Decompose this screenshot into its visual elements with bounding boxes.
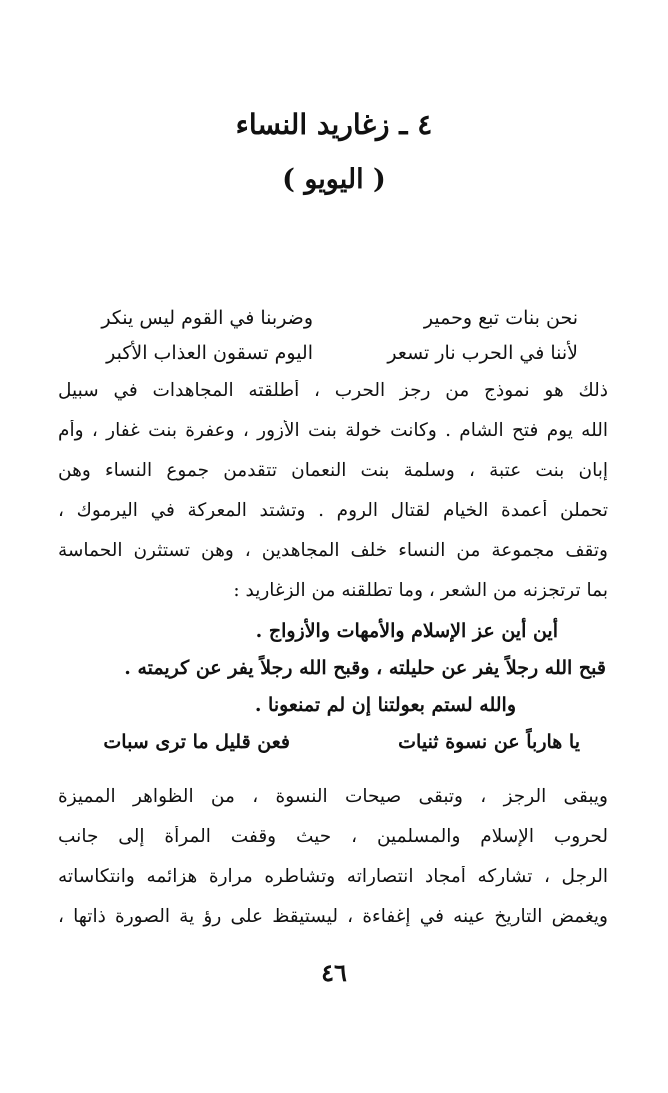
- paragraph-1-line-1: ذلك هو نموذج من رجز الحرب ، أطلقته المجاهدات في سبيل: [58, 380, 608, 401]
- paragraph-2-line-2: لحروب الإسلام والمسلمين ، حيث وقفت المرأة إلى جانب: [58, 826, 608, 847]
- saying-1: أين أين عز الإسلام والأمهات والأزواج .: [255, 620, 558, 642]
- paragraph-2-line-4: ويغمض التاريخ عينه في إغفاءة ، ليستيقظ على رؤ ية الصورة ذاتها ،: [58, 906, 608, 927]
- chapter-subtitle: ( اليويو ): [282, 164, 386, 195]
- paragraph-2-line-3: الرجل ، تشاركه أمجاد انتصاراته وتشاطره مرارة هزائمه وانتكاساته: [58, 866, 608, 887]
- verse-2-first-hemistich: لأننا في الحرب نار تسعر: [387, 342, 578, 364]
- verse-1-first-hemistich: نحن بنات تبع وحمير: [423, 307, 578, 329]
- paragraph-1-line-6: بما ترتجزنه من الشعر ، وما تطلقنه من الزغاريد :: [233, 580, 608, 601]
- page-number: ٤٦: [321, 958, 347, 987]
- paragraph-1-line-3: إبان بنت عتبة ، وسلمة بنت النعمان تتقدمن جموع النساء وهن: [58, 460, 608, 481]
- saying-2: قبح الله رجلاً يفر عن حليلته ، وقبح الله رجلاً يفر عن كريمته .: [124, 657, 606, 679]
- final-verse-first-hemistich: يا هارباً عن نسوة ثنيات: [398, 731, 580, 753]
- final-verse-second-hemistich: فعن قليل ما ترى سبات: [103, 731, 290, 753]
- paragraph-1-line-2: الله يوم فتح الشام . وكانت خولة بنت الأزور ، وعفرة بنت غفار ، وأم: [58, 420, 608, 441]
- paragraph-1-line-5: وتقف مجموعة من النساء خلف المجاهدين ، وهن تستثرن الحماسة: [58, 540, 608, 561]
- paragraph-2-line-1: ويبقى الرجز ، وتبقى صيحات النسوة ، من الظواهر المميزة: [58, 786, 608, 807]
- paragraph-1-line-4: تحملن أعمدة الخيام لقتال الروم . وتشتد المعركة في اليرموك ،: [58, 500, 608, 521]
- saying-3: والله لستم بعولتنا إن لم تمنعونا .: [254, 694, 516, 716]
- verse-2-second-hemistich: اليوم تسقون العذاب الأكبر: [106, 342, 313, 364]
- verse-1-second-hemistich: وضربنا في القوم ليس ينكر: [101, 307, 313, 329]
- chapter-title: ٤ ـ زغاريد النساء: [235, 108, 433, 141]
